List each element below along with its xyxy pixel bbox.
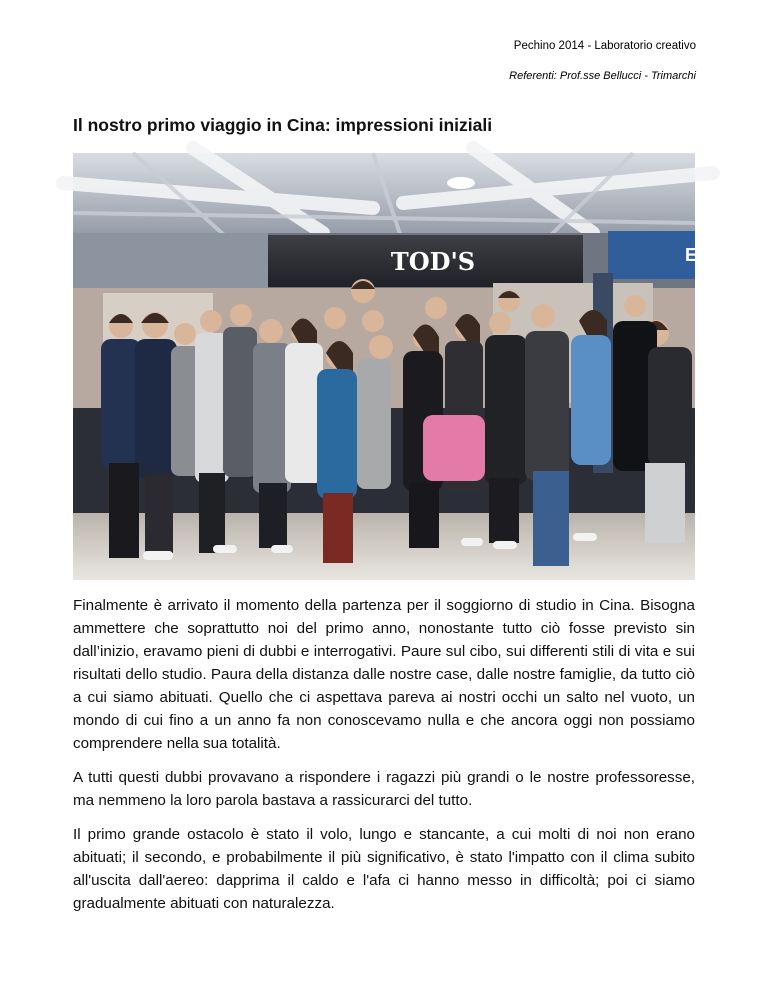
- paragraph-2: A tutti questi dubbi provavano a rispondere i ragazzi più grandi o le nostre professoresse, ma nemmeno la loro parola bastava a rassicurarci del tutto.: [73, 769, 695, 809]
- edge-sign-letter: E: [685, 245, 698, 265]
- article-body: [73, 594, 695, 926]
- header-line-1: Pechino 2014 - Laboratorio creativo: [513, 40, 696, 52]
- paragraph-3: Il primo grande ostacolo è stato il volo, lungo e stancante, a cui molti di noi non erano abituati; il secondo, e probabilmente il più significativo, è stato l'impatto con il clima subito all'uscita dall'aereo: dapprima il caldo e l'afa ci hanno messo in difficoltà; poi ci siamo gradualmente abituati con naturalezza.: [73, 826, 695, 912]
- header-referenti: Referenti: Prof.sse Bellucci - Trimarchi: [509, 70, 696, 82]
- store-sign: TOD'S: [390, 247, 476, 276]
- group-photo: [73, 153, 698, 580]
- document-title: Il nostro primo viaggio in Cina: impressioni iniziali: [73, 115, 493, 135]
- group-photo-illustration: [73, 153, 698, 580]
- paragraph-1: Finalmente è arrivato il momento della partenza per il soggiorno di studio in Cina. Bisogna ammettere che soprattutto noi del primo anno, nonostante tutto ciò fosse previsto sin dall’inizio, eravamo pieni di dubbi e interrogativi. Paure sul cibo, sui differenti stili di vita e sui risultati dello studio. Paura della distanza dalle nostre case, dalle nostre famiglie, da tutto ciò a cui siamo abituati. Quello che ci aspettava pareva ai nostri occhi un salto nel vuoto, un mondo di cui fino a un anno fa non conoscevamo nulla e che ancora oggi non possiamo comprendere nella sua totalità.: [73, 597, 695, 752]
